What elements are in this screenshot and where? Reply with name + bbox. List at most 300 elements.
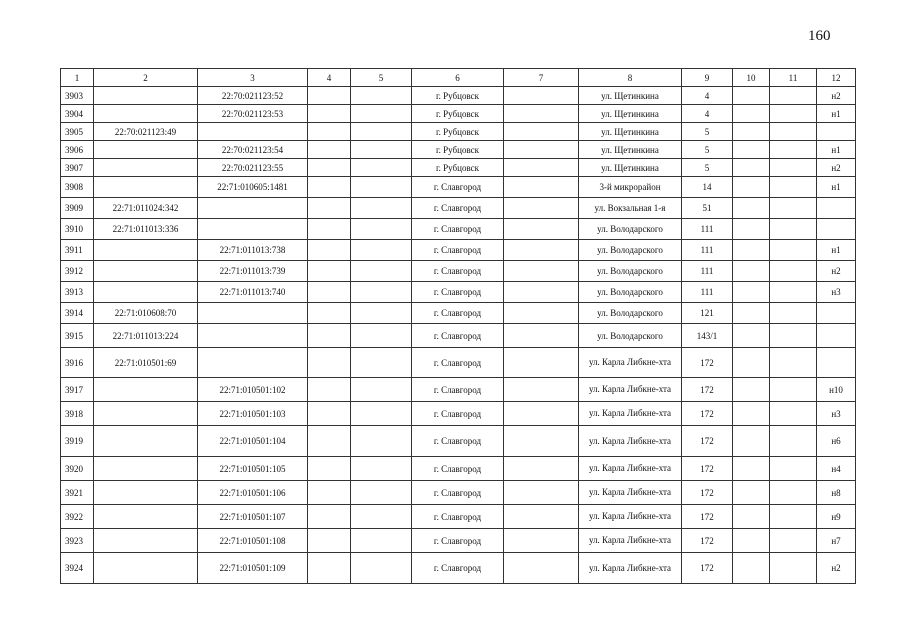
premises-cell: н2 [817,261,856,282]
empty-cell [733,457,770,481]
row-number-cell: 3914 [61,303,94,324]
empty-cell [770,324,817,348]
empty-cell [351,348,412,378]
cadastral-number-cell: 22:71:010501:109 [198,553,308,584]
table-row [61,303,856,324]
city-cell: г. Рубцовск [412,141,504,159]
empty-cell [733,87,770,105]
empty-cell [308,240,351,261]
cadastral-number-cell: 22:70:021123:49 [94,123,198,141]
cadastral-number-cell [94,426,198,457]
row-number-cell: 3909 [61,198,94,219]
empty-cell [308,141,351,159]
header-cell: 1 [61,69,94,87]
empty-cell [770,505,817,529]
table-row [61,105,856,123]
empty-cell [351,261,412,282]
empty-cell [733,324,770,348]
premises-cell [817,219,856,240]
empty-cell [504,402,579,426]
table-row [61,177,856,198]
empty-cell [351,141,412,159]
cadastral-number-cell: 22:71:011013:336 [94,219,198,240]
empty-cell [733,303,770,324]
cadastral-number-cell: 22:71:011013:739 [198,261,308,282]
premises-cell: н8 [817,481,856,505]
header-cell: 7 [504,69,579,87]
empty-cell [770,348,817,378]
city-cell: г. Славгород [412,261,504,282]
city-cell: г. Славгород [412,402,504,426]
empty-cell [351,87,412,105]
street-cell: ул. Карла Либкне-хта [579,553,682,584]
row-number-cell: 3907 [61,159,94,177]
empty-cell [733,426,770,457]
cadastral-number-cell [94,378,198,402]
cadastral-number-cell [94,481,198,505]
cadastral-number-cell [94,261,198,282]
empty-cell [308,261,351,282]
empty-cell [351,505,412,529]
cadastral-number-cell [198,219,308,240]
street-cell: ул. Володарского [579,240,682,261]
cadastral-number-cell: 22:70:021123:53 [198,105,308,123]
table-row [61,141,856,159]
house-number-cell: 143/1 [682,324,733,348]
empty-cell [308,177,351,198]
street-cell: ул. Щетинкина [579,159,682,177]
row-number-cell: 3922 [61,505,94,529]
row-number-cell: 3924 [61,553,94,584]
cadastral-number-cell [198,123,308,141]
empty-cell [351,219,412,240]
cadastral-number-cell [94,505,198,529]
empty-cell [770,177,817,198]
table-row [61,553,856,584]
empty-cell [504,177,579,198]
empty-cell [733,261,770,282]
cadastral-number-cell: 22:70:021123:55 [198,159,308,177]
empty-cell [770,282,817,303]
empty-cell [770,105,817,123]
city-cell: г. Рубцовск [412,159,504,177]
header-cell: 4 [308,69,351,87]
table-row [61,324,856,348]
row-number-cell: 3913 [61,282,94,303]
empty-cell [504,141,579,159]
cadastral-number-cell: 22:71:010501:106 [198,481,308,505]
table-row [61,219,856,240]
empty-cell [308,505,351,529]
empty-cell [351,198,412,219]
city-cell: г. Славгород [412,198,504,219]
empty-cell [308,457,351,481]
empty-cell [504,123,579,141]
city-cell: г. Славгород [412,481,504,505]
house-number-cell: 172 [682,426,733,457]
house-number-cell: 5 [682,123,733,141]
empty-cell [351,553,412,584]
house-number-cell: 14 [682,177,733,198]
empty-cell [351,402,412,426]
cadastral-number-cell [94,457,198,481]
house-number-cell: 111 [682,219,733,240]
empty-cell [504,553,579,584]
empty-cell [351,159,412,177]
table-row [61,348,856,378]
empty-cell [770,378,817,402]
table-row [61,426,856,457]
row-number-cell: 3919 [61,426,94,457]
house-number-cell: 172 [682,457,733,481]
street-cell: ул. Щетинкина [579,87,682,105]
cadastral-number-cell [94,105,198,123]
empty-cell [308,219,351,240]
street-cell: ул. Володарского [579,324,682,348]
empty-cell [770,219,817,240]
street-cell: ул. Карла Либкне-хта [579,481,682,505]
street-cell: ул. Володарского [579,282,682,303]
cadastral-number-cell [94,141,198,159]
cadastral-number-cell [94,402,198,426]
cadastral-number-cell: 22:71:010608:70 [94,303,198,324]
empty-cell [351,177,412,198]
premises-cell: н1 [817,105,856,123]
empty-cell [351,426,412,457]
header-row [61,69,856,87]
street-cell: ул. Володарского [579,219,682,240]
premises-cell: н2 [817,87,856,105]
empty-cell [504,105,579,123]
street-cell: ул. Карла Либкне-хта [579,402,682,426]
empty-cell [504,505,579,529]
premises-cell [817,324,856,348]
empty-cell [351,529,412,553]
city-cell: г. Славгород [412,177,504,198]
cadastral-number-cell: 22:71:011013:224 [94,324,198,348]
city-cell: г. Славгород [412,378,504,402]
house-number-cell: 172 [682,529,733,553]
empty-cell [770,87,817,105]
house-number-cell: 111 [682,240,733,261]
empty-cell [504,240,579,261]
house-number-cell: 172 [682,553,733,584]
empty-cell [308,123,351,141]
cadastral-number-cell: 22:71:010501:69 [94,348,198,378]
row-number-cell: 3912 [61,261,94,282]
empty-cell [770,303,817,324]
table-row [61,378,856,402]
cadastral-number-cell: 22:71:010501:108 [198,529,308,553]
empty-cell [504,348,579,378]
header-cell: 11 [770,69,817,87]
empty-cell [770,529,817,553]
empty-cell [770,141,817,159]
empty-cell [770,481,817,505]
register-table [60,68,856,584]
house-number-cell: 172 [682,348,733,378]
street-cell: ул. Карла Либкне-хта [579,378,682,402]
cadastral-number-cell [94,87,198,105]
street-cell: ул. Вокзальная 1-я [579,198,682,219]
cadastral-number-cell: 22:71:010501:107 [198,505,308,529]
house-number-cell: 172 [682,481,733,505]
table-row [61,505,856,529]
empty-cell [308,303,351,324]
street-cell: 3-й микрорайон [579,177,682,198]
house-number-cell: 111 [682,261,733,282]
cadastral-number-cell [94,553,198,584]
empty-cell [308,553,351,584]
city-cell: г. Рубцовск [412,87,504,105]
empty-cell [308,324,351,348]
cadastral-number-cell: 22:71:011024:342 [94,198,198,219]
premises-cell: н3 [817,282,856,303]
city-cell: г. Рубцовск [412,105,504,123]
cadastral-number-cell: 22:71:011013:740 [198,282,308,303]
cadastral-number-cell [198,324,308,348]
premises-cell: н2 [817,553,856,584]
premises-cell: н4 [817,457,856,481]
city-cell: г. Славгород [412,324,504,348]
table-row [61,481,856,505]
premises-cell [817,198,856,219]
street-cell: ул. Карла Либкне-хта [579,348,682,378]
empty-cell [504,426,579,457]
empty-cell [504,261,579,282]
empty-cell [351,324,412,348]
city-cell: г. Славгород [412,529,504,553]
empty-cell [504,529,579,553]
empty-cell [308,105,351,123]
street-cell: ул. Щетинкина [579,141,682,159]
street-cell: ул. Володарского [579,303,682,324]
row-number-cell: 3910 [61,219,94,240]
house-number-cell: 5 [682,159,733,177]
empty-cell [308,348,351,378]
empty-cell [733,402,770,426]
empty-cell [770,553,817,584]
table-row [61,457,856,481]
row-number-cell: 3911 [61,240,94,261]
header-cell: 10 [733,69,770,87]
house-number-cell: 5 [682,141,733,159]
empty-cell [504,87,579,105]
premises-cell: н3 [817,402,856,426]
empty-cell [351,123,412,141]
row-number-cell: 3908 [61,177,94,198]
empty-cell [504,378,579,402]
empty-cell [308,402,351,426]
row-number-cell: 3917 [61,378,94,402]
empty-cell [504,457,579,481]
cadastral-number-cell [94,177,198,198]
table-row [61,87,856,105]
cadastral-number-cell [94,240,198,261]
premises-cell: н9 [817,505,856,529]
empty-cell [504,324,579,348]
row-number-cell: 3918 [61,402,94,426]
cadastral-number-cell: 22:71:010501:104 [198,426,308,457]
header-cell: 8 [579,69,682,87]
empty-cell [770,402,817,426]
empty-cell [308,378,351,402]
city-cell: г. Славгород [412,457,504,481]
empty-cell [733,553,770,584]
city-cell: г. Славгород [412,282,504,303]
empty-cell [504,159,579,177]
empty-cell [504,481,579,505]
empty-cell [308,159,351,177]
house-number-cell: 172 [682,378,733,402]
empty-cell [733,529,770,553]
row-number-cell: 3923 [61,529,94,553]
house-number-cell: 172 [682,402,733,426]
cadastral-number-cell [198,303,308,324]
house-number-cell: 4 [682,87,733,105]
city-cell: г. Славгород [412,426,504,457]
cadastral-number-cell [94,529,198,553]
house-number-cell: 111 [682,282,733,303]
empty-cell [733,159,770,177]
empty-cell [733,123,770,141]
empty-cell [351,481,412,505]
premises-cell: н1 [817,240,856,261]
table-row [61,282,856,303]
empty-cell [733,240,770,261]
empty-cell [351,105,412,123]
cadastral-number-cell: 22:70:021123:54 [198,141,308,159]
city-cell: г. Славгород [412,553,504,584]
empty-cell [770,159,817,177]
row-number-cell: 3921 [61,481,94,505]
cadastral-number-cell: 22:71:010501:102 [198,378,308,402]
row-number-cell: 3916 [61,348,94,378]
table-row [61,529,856,553]
empty-cell [308,282,351,303]
header-cell: 12 [817,69,856,87]
empty-cell [770,426,817,457]
city-cell: г. Славгород [412,240,504,261]
street-cell: ул. Карла Либкне-хта [579,457,682,481]
city-cell: г. Славгород [412,505,504,529]
empty-cell [733,348,770,378]
empty-cell [351,282,412,303]
header-cell: 6 [412,69,504,87]
empty-cell [504,219,579,240]
empty-cell [770,457,817,481]
empty-cell [308,198,351,219]
table-row [61,402,856,426]
premises-cell: н1 [817,177,856,198]
table-row [61,123,856,141]
empty-cell [351,378,412,402]
city-cell: г. Славгород [412,219,504,240]
row-number-cell: 3903 [61,87,94,105]
street-cell: ул. Володарского [579,261,682,282]
empty-cell [770,123,817,141]
city-cell: г. Славгород [412,348,504,378]
empty-cell [733,177,770,198]
row-number-cell: 3905 [61,123,94,141]
row-number-cell: 3904 [61,105,94,123]
cadastral-number-cell [94,159,198,177]
header-cell: 2 [94,69,198,87]
cadastral-number-cell [198,198,308,219]
empty-cell [733,481,770,505]
cadastral-number-cell: 22:71:010501:105 [198,457,308,481]
cadastral-number-cell [94,282,198,303]
street-cell: ул. Карла Либкне-хта [579,529,682,553]
empty-cell [733,378,770,402]
cadastral-number-cell: 22:71:010605:1481 [198,177,308,198]
premises-cell [817,348,856,378]
premises-cell: н1 [817,141,856,159]
empty-cell [308,481,351,505]
row-number-cell: 3906 [61,141,94,159]
empty-cell [504,303,579,324]
empty-cell [504,282,579,303]
table-row [61,261,856,282]
empty-cell [351,240,412,261]
empty-cell [308,426,351,457]
empty-cell [733,198,770,219]
empty-cell [351,303,412,324]
house-number-cell: 172 [682,505,733,529]
header-cell: 9 [682,69,733,87]
street-cell: ул. Карла Либкне-хта [579,505,682,529]
empty-cell [733,282,770,303]
table-row [61,159,856,177]
row-number-cell: 3920 [61,457,94,481]
premises-cell: н7 [817,529,856,553]
empty-cell [770,198,817,219]
city-cell: г. Славгород [412,303,504,324]
premises-cell [817,303,856,324]
table-row [61,240,856,261]
house-number-cell: 4 [682,105,733,123]
premises-cell: н2 [817,159,856,177]
city-cell: г. Рубцовск [412,123,504,141]
empty-cell [308,87,351,105]
empty-cell [770,261,817,282]
empty-cell [308,529,351,553]
cadastral-number-cell: 22:71:010501:103 [198,402,308,426]
cadastral-number-cell [198,348,308,378]
header-cell: 3 [198,69,308,87]
empty-cell [733,141,770,159]
empty-cell [351,457,412,481]
empty-cell [504,198,579,219]
premises-cell [817,123,856,141]
house-number-cell: 121 [682,303,733,324]
cadastral-number-cell: 22:70:021123:52 [198,87,308,105]
table-row [61,198,856,219]
empty-cell [770,240,817,261]
house-number-cell: 51 [682,198,733,219]
premises-cell: н10 [817,378,856,402]
page-number: 160 [808,28,831,44]
street-cell: ул. Щетинкина [579,123,682,141]
empty-cell [733,219,770,240]
empty-cell [733,105,770,123]
empty-cell [733,505,770,529]
header-cell: 5 [351,69,412,87]
street-cell: ул. Карла Либкне-хта [579,426,682,457]
cadastral-number-cell: 22:71:011013:738 [198,240,308,261]
row-number-cell: 3915 [61,324,94,348]
premises-cell: н6 [817,426,856,457]
